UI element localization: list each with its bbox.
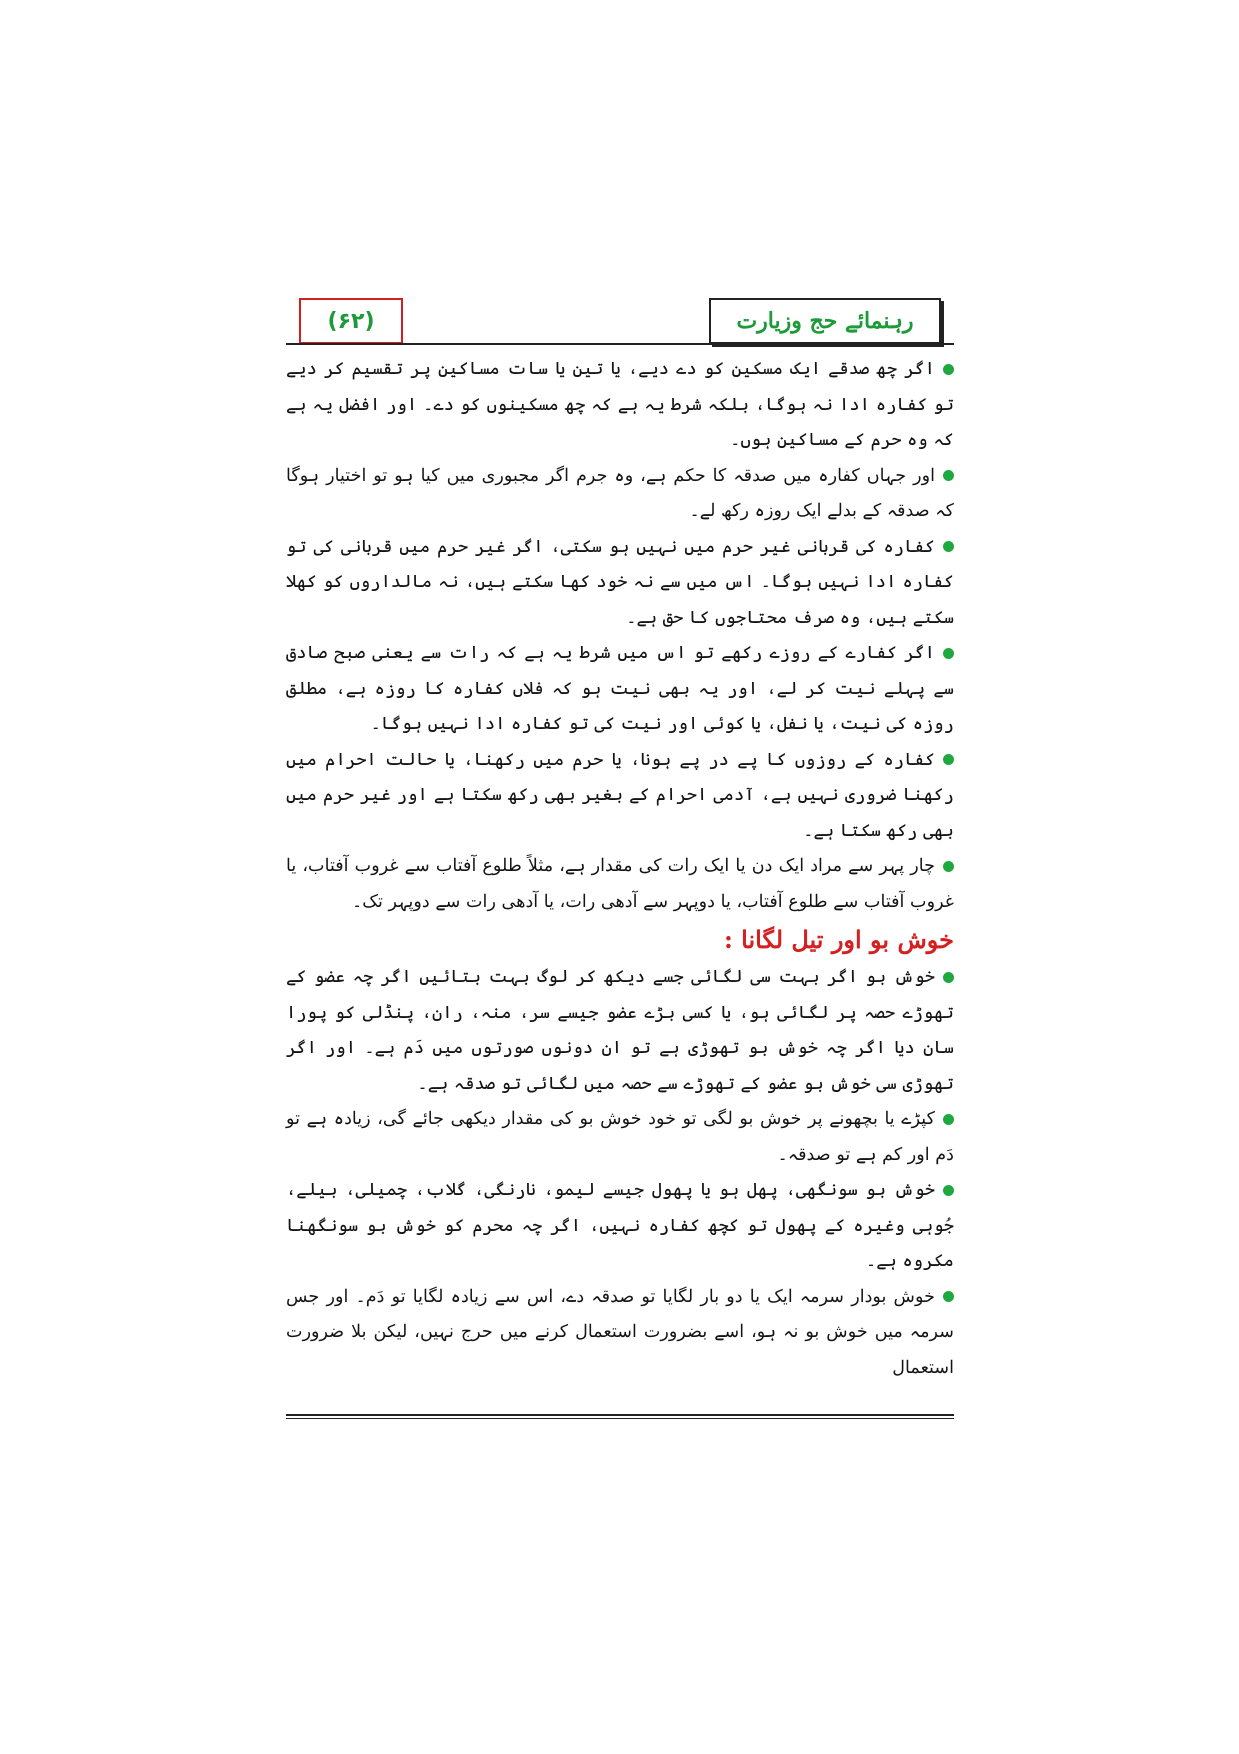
bullet-icon [943,1185,954,1196]
paragraph [286,636,954,743]
bullet-icon [943,1114,954,1125]
bullet-icon [943,1291,954,1302]
paragraph-text: کفارہ کی قربانی غیر حرم میں نہیں ہو سکتی، اگر غیر حرم میں قربانی کی تو کفارہ ادا نہیں ہوگا۔ اس میں سے نہ خود کھا سکتے ہیں، نہ مالداروں کو کھلا سکتے ہیں، وہ صرف محتاجوں کا حق ہے۔ [286,536,954,628]
paragraph [286,743,954,850]
footer-divider-thin [286,1418,954,1419]
bullet-icon [943,861,954,872]
paragraph [286,1173,954,1280]
book-title-box [709,298,941,344]
paragraph [286,459,954,530]
bullet-icon [943,364,954,375]
paragraph-text: خوش بودار سرمہ ایک یا دو بار لگایا تو صدقہ دے، اس سے زیادہ لگایا تو دَم۔ اور جس سرمہ میں خوش بو نہ ہو، اسے بضرورت استعمال کرنے میں حرج نہیں، لیکن بلا ضرورت استعمال [286,1286,954,1378]
bullet-icon [943,541,954,552]
header-divider [286,343,954,345]
paragraph [286,530,954,637]
page-number-box [299,298,403,344]
paragraph-text: کپڑے یا بچھونے پر خوش بو لگی تو خود خوش بو کی مقدار دیکھی جائے گی، زیادہ ہے تو دَم اور کم ہے تو صدقہ۔ [286,1109,954,1165]
paragraph-text: اور جہاں کفارہ میں صدقہ کا حکم ہے، وہ جرم اگر مجبوری میں کیا ہو تو اختیار ہوگا کہ صدقہ کے بدلے ایک روزہ رکھ لے۔ [286,465,954,521]
paragraph-text: خوش بو اگر بہت سی لگائی جسے دیکھ کر لوگ بہت بتائیں اگر چہ عضو کے تھوڑے حصہ پر لگائی ہو، یا کسی بڑے عضو جیسے سر، منہ، ران، پنڈلی کو پورا سان دیا اگر چہ خوش بو تھوڑی ہے تو ان دونوں صورتوں میں دَم ہے۔ اور اگر تھوڑی سی خوش بو عضو کے تھوڑے سے حصہ میں لگائی تو صدقہ ہے۔ [286,967,954,1094]
paragraph [286,1280,954,1387]
paragraph-text: اگر کفارے کے روزے رکھے تو اس میں شرط یہ ہے کہ رات سے یعنی صبح صادق سے پہلے نیت کر لے، اور یہ بھی نیت ہو کہ فلاں کفارہ کا روزہ ہے، مطلق روزہ کی نیت، یا نفل، یا کوئی اور نیت کی تو کفارہ ادا نہیں ہوگا۔ [286,643,954,734]
paragraph-text: چار پہر سے مراد ایک دن یا ایک رات کی مقدار ہے، مثلاً طلوع آفتاب سے غروب آفتاب، یا غروب آفتاب سے طلوع آفتاب، یا دوپہر سے آدھی رات، یا آدھی رات سے دوپہر تک۔ [286,856,954,912]
paragraph-text: خوش بو سونگھی، پھل ہو یا پھول جیسے لیمو، نارنگی، گلاب، چمیلی، بیلے، جُوہی وغیرہ کے پھول تو کچھ کفارہ نہیں، اگر چہ محرم کو خوش بو سونگھنا مکروہ ہے۔ [286,1180,954,1271]
paragraph [286,960,954,1102]
paragraph [286,352,954,459]
bullet-icon [943,648,954,659]
paragraph [286,1102,954,1173]
page-number: (۶۲) [327,308,375,334]
bullet-icon [943,754,954,765]
paragraph-text: کفارہ کے روزوں کا پے در پے ہونا، یا حرم میں رکھنا، یا حالت احرام میں رکھنا ضروری نہیں ہے، آدمی احرام کے بغیر بھی رکھ سکتا ہے اور غیر حرم میں بھی رکھ سکتا ہے۔ [286,749,954,841]
paragraph-text: اگر چھ صدقے ایک مسکین کو دے دیے، یا تین یا سات مساکین پر تقسیم کر دیے تو کفارہ ادا نہ ہوگا، بلکہ شرط یہ ہے کہ چھ مسکینوں کو دے۔ اور افضل یہ ہے کہ وہ حرم کے مساکین ہوں۔ [286,359,954,450]
bullet-icon [943,972,954,983]
footer-divider [286,1414,954,1416]
section-heading: خوش بو اور تیل لگانا : [723,925,954,954]
paragraph [286,849,954,920]
main-text [286,352,954,1386]
bullet-icon [943,470,954,481]
book-title: رہنمائے حج وزیارت [736,308,914,334]
